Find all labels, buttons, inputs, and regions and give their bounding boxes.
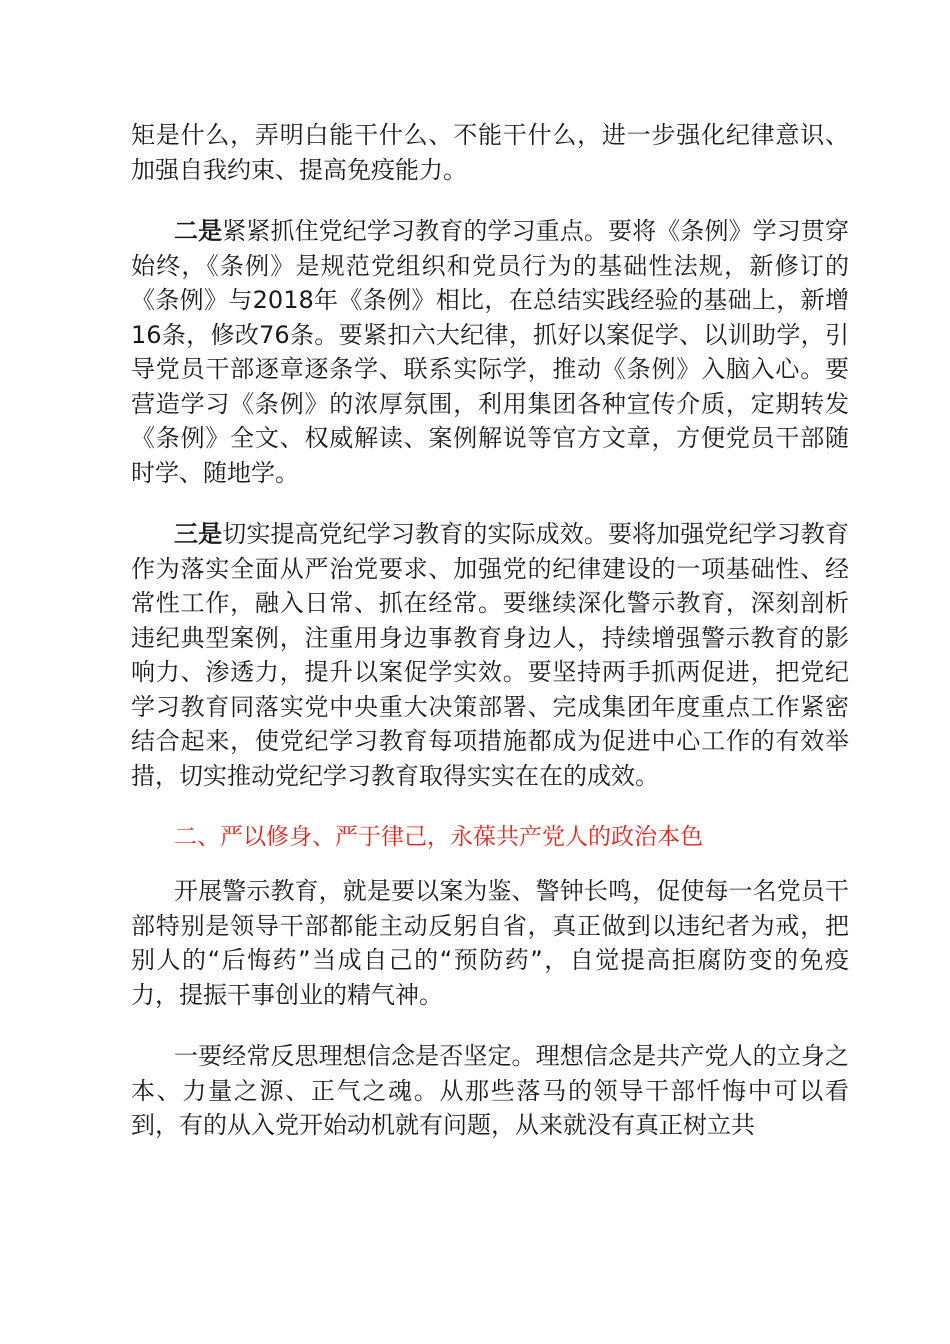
paragraph-text: 切实提高党纪学习教育的实际成效。要将加强党纪学习教育作为落实全面从严治党要求、加强党的纪律建设的一项基础性、经常性工作，融入日常、抓在经常。要继续深化警示教育，深刻剖析违纪典型案例，注重用身边事教育身边人，持续增强警示教育的影响力、渗透力，提升以案促学实效。要坚持两手抓两促进，把党纪学习教育同落实党中央重大决策部署、完成集团年度重点工作紧密结合起来，使党纪学习教育每项措施都成为促进中心工作的有效举措，切实推动党纪学习教育取得实实在在的成效。	[131, 520, 850, 790]
paragraph-text: 一要经常反思理想信念是否坚定。理想信念是共产党人的立身之本、力量之源、正气之魂。从那些落马的领导干部忏悔中可以看到，有的从入党开始动机就有问题，从来就没有真正树立共	[131, 1042, 849, 1139]
paragraph-point-three	[131, 517, 849, 793]
section-heading: 二、严以修身、严于律己，永葆共产党人的政治本色	[174, 824, 703, 850]
paragraph-text: 紧紧抓住党纪学习教育的学习重点。要将《条例》学习贯穿始终，《条例》是规范党组织和党员行为的基础性法规，新修订的《条例》与2018年《条例》相比，在总结实践经验的基础上，新增16条，修改76条。要紧扣六大纪律，抓好以案促学、以训助学，引导党员干部逐章逐条学、联系实际学，推动《条例》入脑入心。要营造学习《条例》的浓厚氛围，利用集团各种宣传介质，定期转发《条例》全文、权威解读、案例解说等官方文章，方便党员干部随时学、随地学。	[131, 217, 850, 487]
paragraph-lead: 二是	[174, 217, 223, 245]
paragraph-warning-education	[131, 874, 849, 1012]
paragraph-point-two	[131, 214, 849, 490]
paragraph-ideals-reflection	[131, 1039, 849, 1143]
document-body	[131, 118, 849, 1170]
paragraph-text: 开展警示教育，就是要以案为鉴、警钟长鸣，促使每一名党员干部特别是领导干部都能主动反躬自省，真正做到以违纪者为戒，把别人的“后悔药”当成自己的“预防药”，自觉提高拒腐防变的免疫力，提振干事创业的精气神。	[131, 877, 849, 1009]
paragraph-text: 矩是什么，弄明白能干什么、不能干什么，进一步强化纪律意识、加强自我约束、提高免疫能力。	[131, 121, 849, 184]
paragraph-continuation	[131, 118, 849, 187]
paragraph-lead: 三是	[174, 520, 223, 548]
